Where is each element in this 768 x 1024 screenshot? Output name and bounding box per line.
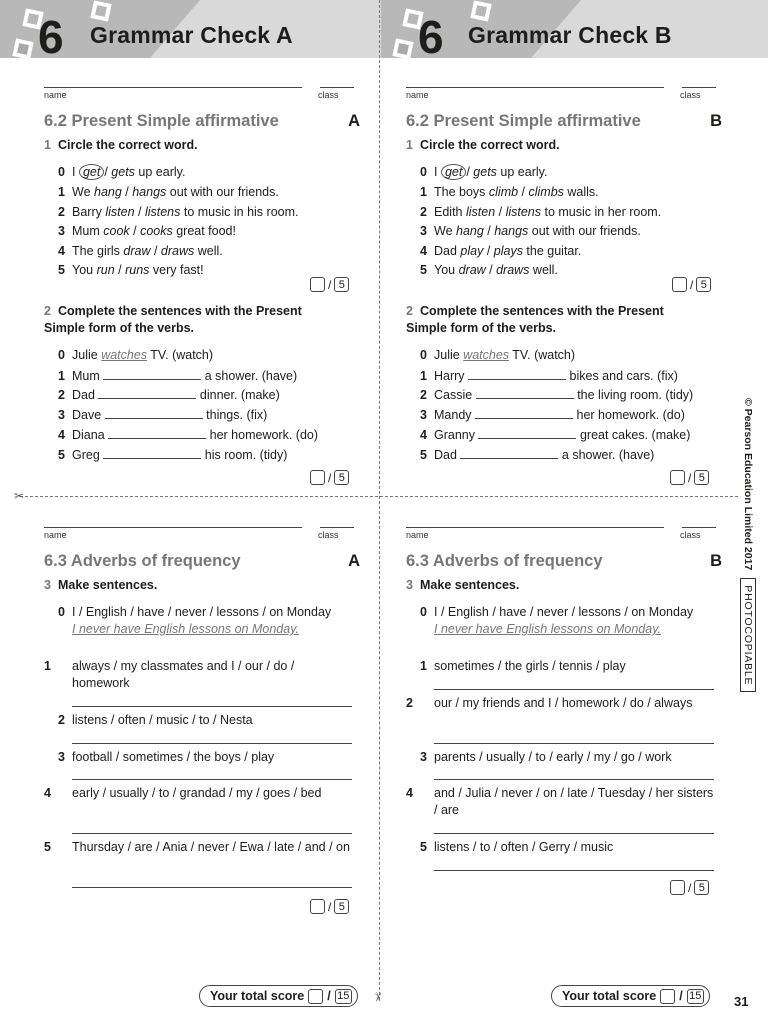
exercise-item: 2 our / my friends and I / homework / do / always <box>406 696 693 710</box>
exercise-item[interactable]: 1 Mum a shower. (have) <box>58 369 298 383</box>
answer-blank <box>460 446 558 459</box>
exercise-example: 0 I / English / have / never / lessons / on Monday I never have English lessons on Monday. <box>58 605 332 636</box>
score-box: / 5 <box>310 470 349 485</box>
page-title-b: Grammar Check B <box>468 22 672 48</box>
section-title: 6.3 Adverbs of frequency <box>44 552 241 570</box>
score-box: / 5 <box>670 470 709 485</box>
exercise-item: 3 parents / usually / to / early / my / go / work <box>420 750 672 764</box>
page-number: 31 <box>734 994 749 1009</box>
name-line[interactable] <box>44 518 302 528</box>
exercise-item: 2 listens / often / music / to / Nesta <box>58 713 253 727</box>
score-input[interactable] <box>310 277 325 292</box>
exercise-item: 5 listens / to / often / Gerry / music <box>420 840 614 854</box>
class-label: class <box>318 530 339 540</box>
answer-line[interactable] <box>434 743 714 744</box>
exercise-item: 1 sometimes / the girls / tennis / play <box>420 659 626 673</box>
exercise-item[interactable]: 3 We hang / hangs out with our friends. <box>420 224 641 238</box>
exercise-3-instruction: 3 Make sentences. <box>44 578 158 592</box>
exercise-item[interactable]: 2 Dad dinner. (make) <box>58 388 280 402</box>
class-line[interactable] <box>320 518 354 528</box>
answer-line[interactable] <box>72 887 352 888</box>
class-line[interactable] <box>682 518 716 528</box>
name-line[interactable] <box>406 518 664 528</box>
copyright-text: © Pearson Education Limited 2017 <box>742 398 754 571</box>
exercise-item[interactable]: 1 We hang / hangs out with our friends. <box>58 185 279 199</box>
answer-blank <box>103 446 201 459</box>
exercise-item: 3 football / sometimes / the boys / play <box>58 750 275 764</box>
exercise-item[interactable]: 3 Dave things. (fix) <box>58 408 268 422</box>
exercise-item: 4 and / Julia / never / on / late / Tuesday / her sisters / are <box>406 786 714 817</box>
answer-line[interactable] <box>434 870 714 871</box>
exercise-item[interactable]: 4 Diana her homework. (do) <box>58 428 319 442</box>
class-line[interactable] <box>682 78 716 88</box>
answer-blank <box>108 426 206 439</box>
name-label: name <box>44 530 67 540</box>
circled-answer: get <box>441 164 466 180</box>
square-decoration <box>470 0 491 21</box>
answer-line[interactable] <box>72 833 352 834</box>
exercise-item: 1 always / my classmates and I / our / do / homework <box>44 659 295 690</box>
section-title: 6.2 Present Simple affirmative <box>406 112 641 130</box>
horizontal-cut-line <box>20 496 738 497</box>
score-input[interactable] <box>672 277 687 292</box>
score-input[interactable] <box>670 470 685 485</box>
answer-line[interactable] <box>434 689 714 690</box>
side-copyright <box>740 398 756 692</box>
answer-blank <box>468 367 566 380</box>
exercise-item[interactable]: 1 Harry bikes and cars. (fix) <box>420 369 678 383</box>
name-label: name <box>406 530 429 540</box>
exercise-example: 0 Julie watches TV. (watch) <box>58 348 214 362</box>
exercise-item: 0 I get / gets up early. <box>420 165 548 179</box>
total-score-b: Your total score / 15 <box>551 985 710 1007</box>
exercise-item[interactable]: 4 Granny great cakes. (make) <box>420 428 691 442</box>
answer-line[interactable] <box>434 779 714 780</box>
version-letter: A <box>348 112 360 130</box>
total-score-input[interactable] <box>308 989 323 1004</box>
exercise-item[interactable]: 4 The girls draw / draws well. <box>58 244 223 258</box>
exercise-2-instruction: 2 Complete the sentences with the Present Simple form of the verbs. <box>406 304 664 335</box>
exercise-item[interactable]: 5 Greg his room. (tidy) <box>58 448 288 462</box>
version-letter: A <box>348 552 360 570</box>
name-line[interactable] <box>406 78 664 88</box>
exercise-item[interactable]: 2 Cassie the living room. (tidy) <box>420 388 694 402</box>
exercise-item[interactable]: 3 Mandy her homework. (do) <box>420 408 685 422</box>
exercise-item[interactable]: 2 Barry listen / listens to music in his room. <box>58 205 299 219</box>
answer-blank <box>478 426 576 439</box>
answer-blank <box>475 406 573 419</box>
exercise-example: 0 I / English / have / never / lessons / on Monday I never have English lessons on Monday. <box>420 605 694 636</box>
scissors-icon: ✂ <box>14 489 25 503</box>
total-score-a: Your total score / 15 <box>199 985 358 1007</box>
circled-answer: get <box>79 164 104 180</box>
answer-line[interactable] <box>434 833 714 834</box>
photocopiable-badge: PHOTOCOPIABLE <box>740 578 756 692</box>
exercise-item[interactable]: 3 Mum cook / cooks great food! <box>58 224 236 238</box>
answer-line[interactable] <box>72 743 352 744</box>
exercise-item[interactable]: 5 Dad a shower. (have) <box>420 448 655 462</box>
exercise-3-instruction: 3 Make sentences. <box>406 578 520 592</box>
square-decoration <box>392 38 413 59</box>
square-decoration <box>90 0 111 21</box>
exercise-item: 5 Thursday / are / Ania / never / Ewa / late / and / on <box>44 840 350 854</box>
exercise-2-instruction: 2 Complete the sentences with the Present Simple form of the verbs. <box>44 304 302 335</box>
score-box: / 5 <box>310 899 349 914</box>
exercise-item: 4 early / usually / to / grandad / my / goes / bed <box>44 786 322 800</box>
answer-blank <box>105 406 203 419</box>
score-input[interactable] <box>670 880 685 895</box>
name-label: name <box>44 90 67 100</box>
score-input[interactable] <box>310 470 325 485</box>
answer-blank <box>476 386 574 399</box>
unit-number-b: 6 <box>418 11 444 63</box>
section-title: 6.3 Adverbs of frequency <box>406 552 603 570</box>
exercise-item[interactable]: 1 The boys climb / climbs walls. <box>420 185 599 199</box>
square-decoration <box>12 38 33 59</box>
exercise-item[interactable]: 4 Dad play / plays the guitar. <box>420 244 582 258</box>
exercise-1-instruction: 1 Circle the correct word. <box>406 138 560 152</box>
version-letter: B <box>710 112 722 130</box>
exercise-item[interactable]: 5 You draw / draws well. <box>420 263 558 277</box>
answer-line[interactable] <box>72 779 352 780</box>
score-box: / 5 <box>310 277 349 292</box>
name-line[interactable] <box>44 78 302 88</box>
total-score-input[interactable] <box>660 989 675 1004</box>
answer-blank <box>98 386 196 399</box>
unit-number-a: 6 <box>38 11 64 63</box>
score-input[interactable] <box>310 899 325 914</box>
page-title-a: Grammar Check A <box>90 22 293 48</box>
class-label: class <box>318 90 339 100</box>
exercise-example: 0 Julie watches TV. (watch) <box>420 348 576 362</box>
exercise-1-instruction: 1 Circle the correct word. <box>44 138 198 152</box>
class-label: class <box>680 90 701 100</box>
version-letter: B <box>710 552 722 570</box>
score-box: / 5 <box>670 880 709 895</box>
section-title: 6.2 Present Simple affirmative <box>44 112 279 130</box>
exercise-item: 0 I get / gets up early. <box>58 165 186 179</box>
vertical-cut-line <box>379 0 380 1000</box>
answer-blank <box>103 367 201 380</box>
class-label: class <box>680 530 701 540</box>
score-box: / 5 <box>672 277 711 292</box>
name-label: name <box>406 90 429 100</box>
exercise-item[interactable]: 2 Edith listen / listens to music in her room. <box>420 205 662 219</box>
class-line[interactable] <box>320 78 354 88</box>
exercise-item[interactable]: 5 You run / runs very fast! <box>58 263 204 277</box>
scissors-icon: ✂ <box>371 991 386 1003</box>
answer-line[interactable] <box>72 706 352 707</box>
